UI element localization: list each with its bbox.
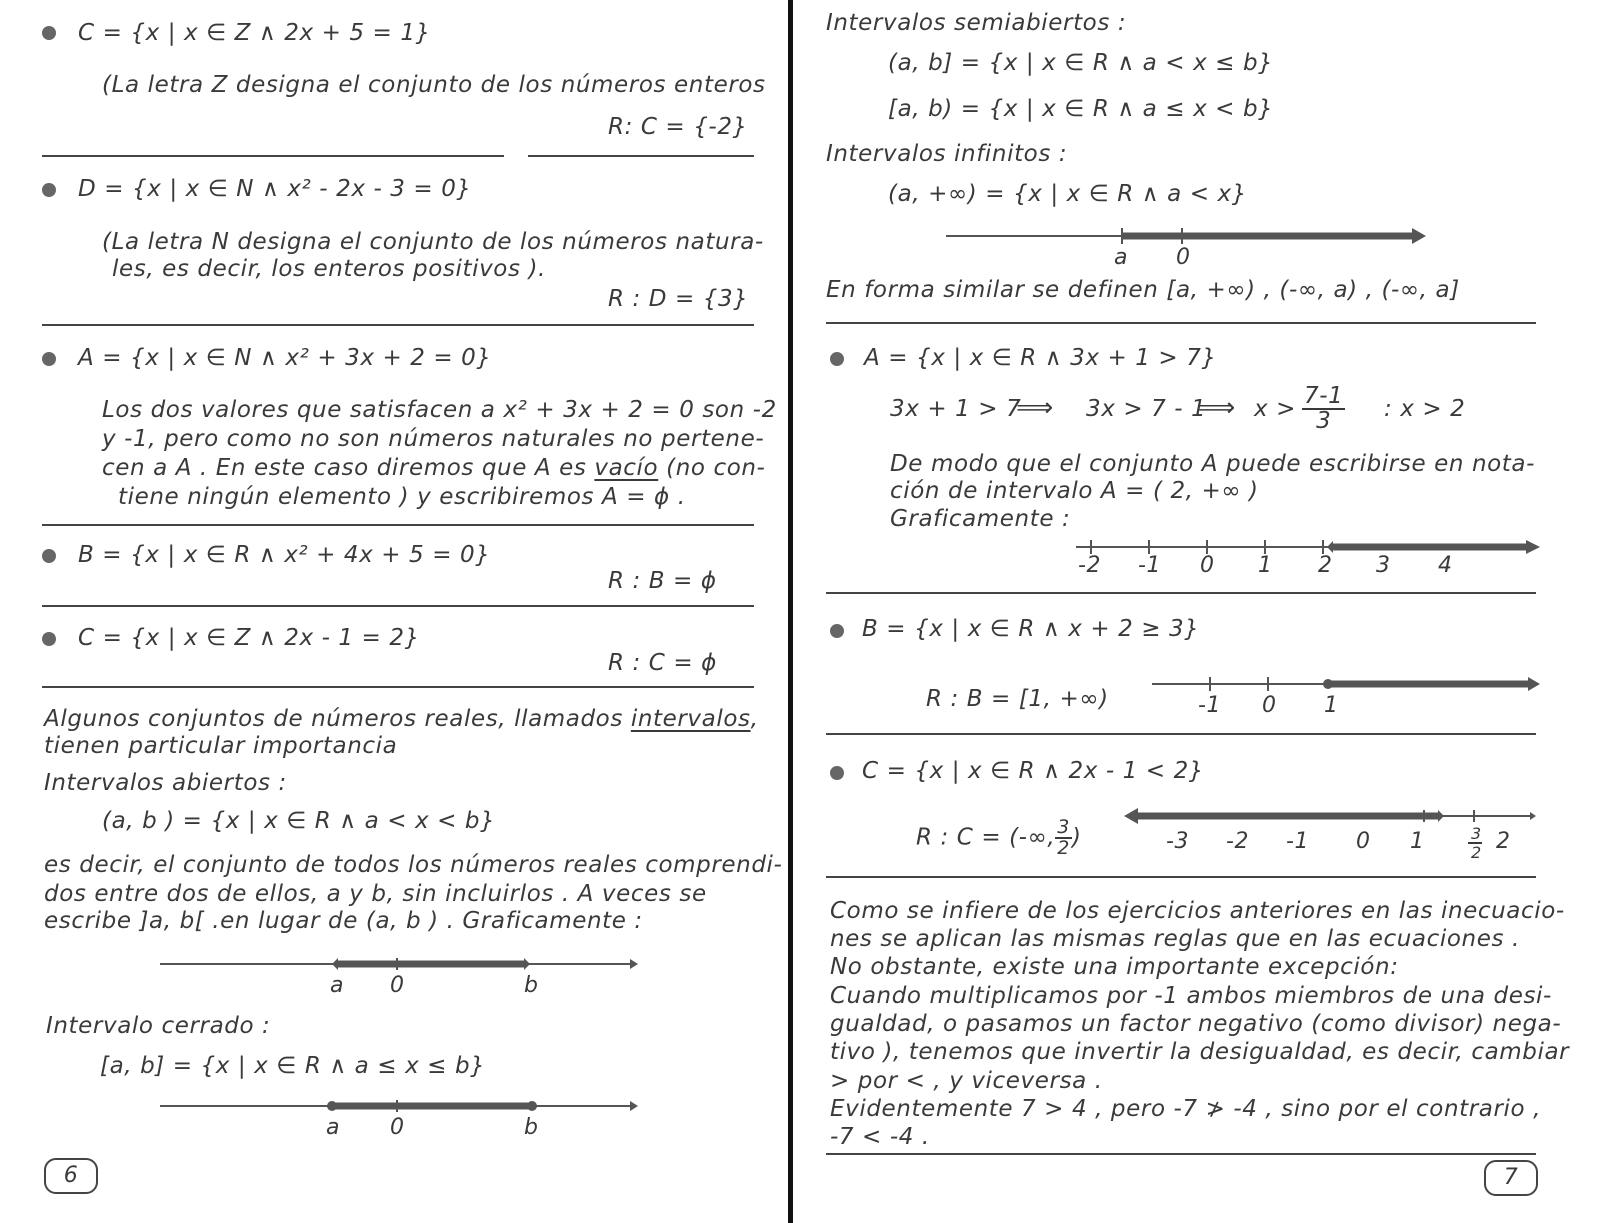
number-line-a [1076,538,1546,584]
answer-text: R : C = (-∞, $\frac{3}{2}$ ) [916,816,1082,859]
note-text: les, es decir, los enteros positivos ). [112,256,546,282]
point-label: a [330,973,345,998]
body-text: tiene ningún elemento ) y escribiremos A = ϕ . [118,484,686,510]
divider [42,686,754,688]
bullet [42,632,56,646]
set-definition: B = {x | x ∈ R ∧ x + 2 ≥ 3} [862,616,1200,642]
conclusion-text: Como se infiere de los ejercicios anteriores en las inecuacio- [830,898,1565,924]
underlined-term: vacío [594,455,659,481]
body-text: De modo que el conjunto A puede escribirse en nota- [890,451,1536,477]
implies-symbol: ⟹ [1198,393,1236,423]
bullet [830,352,844,366]
tick-label: 2 [1496,829,1511,854]
tick-label: -1 [1138,553,1162,578]
solution-step: 3x + 1 > 7 [890,396,1022,422]
point-label: 0 [390,973,405,998]
answer-text: R : B = [1, +∞) [926,686,1109,712]
tick-label: 0 [1200,553,1215,578]
implies-symbol: ⟹ [1016,393,1054,423]
section-title: Intervalos abiertos : [44,770,287,796]
point-label: b [524,1115,539,1140]
conclusion-text: Evidentemente 7 > 4 , pero -7 ≯ -4 , sino por el contrario , [830,1096,1542,1122]
interval-definition: (a, b] = {x | x ∈ R ∧ a < x ≤ b} [888,50,1274,76]
number-line-open-interval [160,950,640,1000]
conclusion-text: tivo ), tenemos que invertir la desigualdad, es decir, cambiar [830,1039,1570,1065]
body-text: y -1, pero como no son números naturales no pertene- [102,426,765,452]
tick-label: -2 [1226,829,1250,854]
note-text: (La letra N designa el conjunto de los números natura- [102,229,764,255]
point-label: 0 [390,1115,405,1140]
conclusion-text: Cuando multiplicamos por -1 ambos miembros de una desi- [830,983,1552,1009]
body-text: ción de intervalo A = ( 2, +∞ ) [890,478,1259,504]
divider [826,322,1536,324]
section-title: Intervalos infinitos : [826,141,1068,167]
body-text: es decir, el conjunto de todos los números reales comprendi- [44,852,783,878]
body-text: escribe ]a, b[ .en lugar de (a, b ) . Graficamente : [44,908,643,934]
point-label: 0 [1176,245,1191,270]
solution-step: x > [1254,396,1296,422]
bullet [42,352,56,366]
answer-text: R: C = {-2} [608,114,748,140]
note-text: (La letra Z designa el conjunto de los números enteros [102,72,766,98]
tick-label: 3 [1376,553,1391,578]
intro-text: tienen particular importancia [44,733,398,759]
fraction: $\frac{7-1}{3}$ [1304,383,1344,434]
section-title: Intervalo cerrado : [46,1013,271,1039]
tick-label: 1 [1258,553,1273,578]
tick-label: -2 [1078,553,1102,578]
set-definition: C = {x | x ∈ Z ∧ 2x + 5 = 1} [78,20,431,46]
underlined-term: intervalos [630,706,751,732]
divider [528,155,754,157]
conclusion-text: > por < , y viceversa . [830,1068,1103,1094]
divider [826,1153,1536,1155]
solution-step: 3x > 7 - 1 [1086,396,1207,422]
number-line-infinite-interval [946,222,1436,268]
divider [826,592,1536,594]
interval-definition: (a, b ) = {x | x ∈ R ∧ a < x < b} [102,808,496,834]
conclusion-text: No obstante, existe una importante excepción: [830,954,1399,980]
conclusion-text: gualdad, o pasamos un factor negativo (como divisor) nega- [830,1011,1562,1037]
bullet [42,183,56,197]
conclusion-text: nes se aplican las mismas reglas que en las ecuaciones . [830,926,1520,952]
answer-text: R : B = ϕ [608,568,717,594]
set-definition: A = {x | x ∈ N ∧ x² + 3x + 2 = 0} [78,345,492,371]
point-label: a [326,1115,341,1140]
tick-fraction-denominator: 2 [1471,843,1482,862]
set-definition: B = {x | x ∈ R ∧ x² + 4x + 5 = 0} [78,542,491,568]
point-label: a [1114,245,1129,270]
set-definition: D = {x | x ∈ N ∧ x² - 2x - 3 = 0} [78,176,472,202]
divider [826,876,1536,878]
tick-label: -1 [1198,693,1222,718]
bullet [830,766,844,780]
answer-text: R : C = ϕ [608,650,717,676]
bullet [42,549,56,563]
solution-step: : x > 2 [1384,396,1466,422]
bullet [830,624,844,638]
tick-label: 1 [1410,829,1425,854]
divider [826,733,1536,735]
number-line-c [1122,806,1542,862]
body-text: Los dos valores que satisfacen a x² + 3x + 2 = 0 son -2 [102,397,777,423]
intro-text: Algunos conjuntos de números reales, llamados intervalos, [44,706,759,732]
set-definition: C = {x | x ∈ Z ∧ 2x - 1 = 2} [78,625,420,651]
answer-text: R : D = {3} [608,286,749,312]
number-line-b [1152,674,1544,718]
body-text: dos entre dos de ellos, a y b, sin incluirlos . A veces se [44,881,707,907]
left-page [0,0,790,1223]
tick-label: -3 [1166,829,1190,854]
tick-fraction-numerator: 3 [1471,824,1482,843]
tick-label: 4 [1438,553,1453,578]
page-number: 6 [44,1158,98,1194]
tick-label: 0 [1262,693,1277,718]
tick-label: 0 [1356,829,1371,854]
divider [42,605,754,607]
bullet [42,26,56,40]
body-text: En forma similar se definen [a, +∞) , (-∞, a) , (-∞, a] [826,277,1460,303]
right-page [794,0,1600,1223]
divider [42,155,504,157]
point-label: b [524,973,539,998]
divider [42,324,754,326]
conclusion-text: -7 < -4 . [830,1124,930,1150]
set-definition: A = {x | x ∈ R ∧ 3x + 1 > 7} [864,345,1217,371]
tick-label: 2 [1318,553,1333,578]
body-text: cen a A . En este caso diremos que A es vacío (no con- [102,455,766,481]
tick-label: 1 [1324,693,1339,718]
interval-definition: [a, b) = {x | x ∈ R ∧ a ≤ x < b} [888,96,1274,122]
section-title: Intervalos semiabiertos : [826,10,1127,36]
number-line-closed-interval [160,1092,640,1142]
page-number: 7 [1484,1160,1538,1196]
divider [42,524,754,526]
body-text: Graficamente : [890,506,1071,532]
tick-label: -1 [1286,829,1310,854]
interval-definition: [a, b] = {x | x ∈ R ∧ a ≤ x ≤ b} [100,1053,486,1079]
set-definition: C = {x | x ∈ R ∧ 2x - 1 < 2} [862,758,1205,784]
interval-definition: (a, +∞) = {x | x ∈ R ∧ a < x} [888,181,1247,207]
